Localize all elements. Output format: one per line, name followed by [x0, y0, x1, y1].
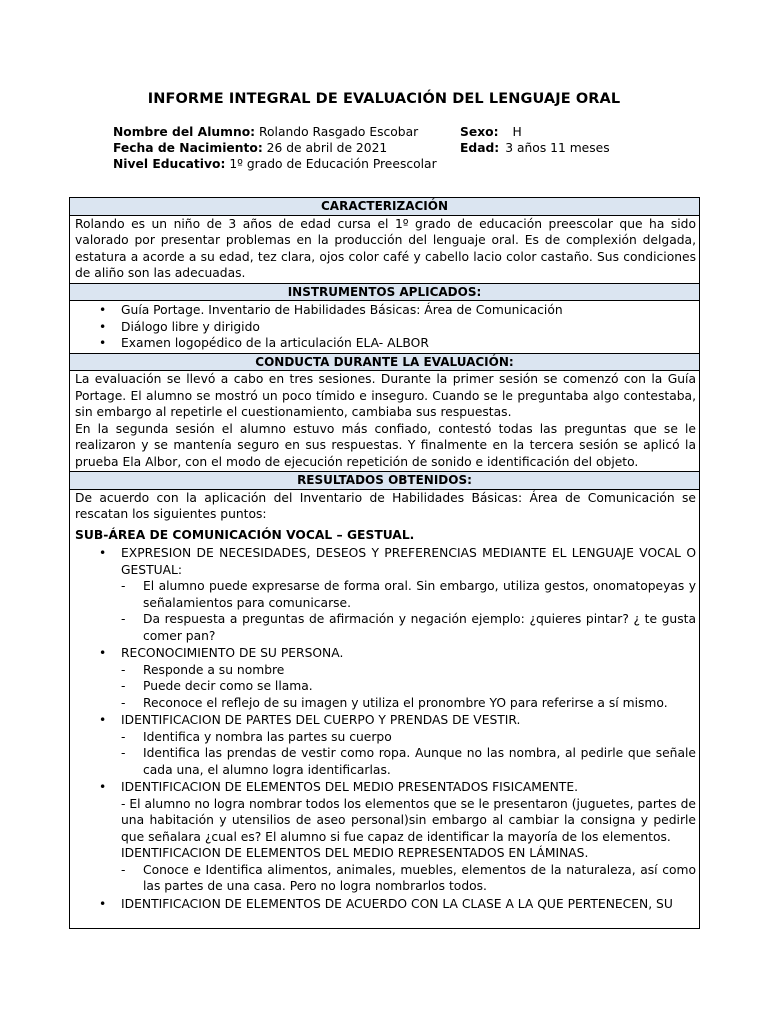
- age-value: 3 años 11 meses: [505, 141, 610, 155]
- resultado-point: - Da respuesta a preguntas de afirmación y negación ejemplo: ¿quieres pintar? ¿ te gusta comer pan?: [75, 611, 696, 644]
- student-info-secondary: [460, 124, 610, 156]
- resultado-item: [75, 779, 696, 895]
- caracterizacion-body: [70, 216, 699, 284]
- resultado-point: - Identifica y nombra las partes su cuerpo: [75, 729, 696, 746]
- resultado-item-title: IDENTIFICACION DE ELEMENTOS DE ACUERDO CON LA CLASE A LA QUE PERTENECEN, SU: [121, 896, 673, 911]
- instrumentos-list: [75, 302, 696, 352]
- resultados-list: [75, 545, 696, 912]
- resultado-points: [75, 578, 696, 644]
- conducta-heading: CONDUCTA DURANTE LA EVALUACIÓN:: [70, 354, 699, 372]
- birth-date-value: 26 de abril de 2021: [266, 141, 388, 155]
- education-level-value: 1º grado de Educación Preescolar: [229, 157, 437, 171]
- resultado-points: [75, 862, 696, 895]
- report-title: INFORME INTEGRAL DE EVALUACIÓN DEL LENGUAJE ORAL: [147, 91, 621, 107]
- resultado-item-text: - El alumno no logra nombrar todos los elementos que se le presentaron (juguetes, partes de una habitación y utensilios de aseo personal)sin embargo al cambiar la consigna y pedirle que señalara ¿cual es? El alumno si fue capaz de identificar la mayoría de los elementos.: [121, 796, 696, 844]
- instrumentos-body: [70, 301, 699, 354]
- resultado-item-subtitle: IDENTIFICACION DE ELEMENTOS DEL MEDIO REPRESENTADOS EN LÁMINAS.: [121, 846, 589, 860]
- student-name-line: [113, 124, 437, 140]
- caracterizacion-heading: CARACTERIZACIÓN: [70, 198, 699, 216]
- birth-date-line: [113, 140, 437, 156]
- student-name-value: Rolando Rasgado Escobar: [259, 125, 419, 139]
- sex-line: [460, 124, 610, 140]
- resultado-point: - Puede decir como se llama.: [75, 678, 696, 695]
- sex-label: Sexo:: [460, 125, 499, 139]
- resultados-heading: RESULTADOS OBTENIDOS:: [70, 472, 699, 490]
- instrumento-item: • Diálogo libre y dirigido: [75, 319, 696, 336]
- birth-date-label: Fecha de Nacimiento:: [113, 141, 263, 155]
- resultado-point: - El alumno puede expresarse de forma oral. Sin embargo, utiliza gestos, onomatopeyas y señalamientos para comunicarse.: [75, 578, 696, 611]
- subarea-heading: SUB-ÁREA DE COMUNICACIÓN VOCAL – GESTUAL.: [75, 527, 415, 542]
- caracterizacion-text: Rolando es un niño de 3 años de edad cursa el 1º grado de educación preescolar que ha sido valorado por presentar problemas en la producción del lenguaje oral. Es de complexión delgada, estatura a acorde a su edad, tez clara, ojos color café y cabello lacio color castaño. Sus condiciones de aliño son las adecuadas.: [75, 216, 696, 280]
- resultado-item-title: IDENTIFICACION DE ELEMENTOS DEL MEDIO PRESENTADOS FISICAMENTE.: [121, 780, 578, 794]
- resultado-item: [75, 712, 696, 778]
- instrumento-item: • Examen logopédico de la articulación ELA- ALBOR: [75, 335, 696, 352]
- conducta-paragraph: La evaluación se llevó a cabo en tres sesiones. Durante la primer sesión se comenzó con la Guía Portage. El alumno se mostró un poco tímido e inseguro. Cuando se le preguntaba algo contestaba, sin embargo al repetirle el cuestionamiento, cambiaba sus respuestas.: [75, 372, 696, 419]
- age-line: [460, 140, 610, 156]
- resultados-intro: De acuerdo con la aplicación del Inventario de Habilidades Básicas: Área de Comunicación se rescatan los siguientes puntos:: [75, 490, 696, 521]
- resultados-body: [70, 490, 699, 914]
- resultado-item-title: RECONOCIMIENTO DE SU PERSONA.: [121, 646, 344, 660]
- resultado-item: [75, 645, 696, 711]
- resultado-item-title: IDENTIFICACION DE PARTES DEL CUERPO Y PRENDAS DE VESTIR.: [121, 713, 521, 727]
- resultado-item: [75, 545, 696, 644]
- conducta-paragraph: En la segunda sesión el alumno estuvo más confiado, contestó todas las preguntas que se le realizaron y se mantenía seguro en sus respuestas. Y finalmente en la tercera sesión se aplicó la prueba Ela Albor, con el modo de ejecución repetición de sonido e identificación del objeto.: [75, 421, 696, 469]
- sex-value: H: [512, 125, 522, 139]
- resultado-points: [75, 729, 696, 779]
- age-label: Edad:: [460, 141, 500, 155]
- report-table: [69, 197, 700, 929]
- education-level-label: Nivel Educativo:: [113, 157, 226, 171]
- education-level-line: [113, 156, 437, 172]
- resultado-points: [75, 662, 696, 712]
- resultado-item: [75, 896, 696, 913]
- student-info: [113, 124, 437, 172]
- resultado-item-title: EXPRESION DE NECESIDADES, DESEOS Y PREFERENCIAS MEDIANTE EL LENGUAJE VOCAL O GESTUAL:: [121, 546, 696, 577]
- conducta-body: [70, 371, 699, 472]
- instrumento-item: • Guía Portage. Inventario de Habilidades Básicas: Área de Comunicación: [75, 302, 696, 319]
- resultado-point: - Reconoce el reflejo de su imagen y utiliza el pronombre YO para referirse a sí mismo.: [75, 695, 696, 712]
- resultado-point: - Identifica las prendas de vestir como ropa. Aunque no las nombra, al pedirle que señale cada una, el alumno logra identificarlas.: [75, 745, 696, 778]
- student-name-label: Nombre del Alumno:: [113, 125, 256, 139]
- resultado-point: - Responde a su nombre: [75, 662, 696, 679]
- resultado-point: - Conoce e Identifica alimentos, animales, muebles, elementos de la naturaleza, así como las partes de una casa. Pero no logra nombrarlos todos.: [75, 862, 696, 895]
- instrumentos-heading: INSTRUMENTOS APLICADOS:: [70, 284, 699, 302]
